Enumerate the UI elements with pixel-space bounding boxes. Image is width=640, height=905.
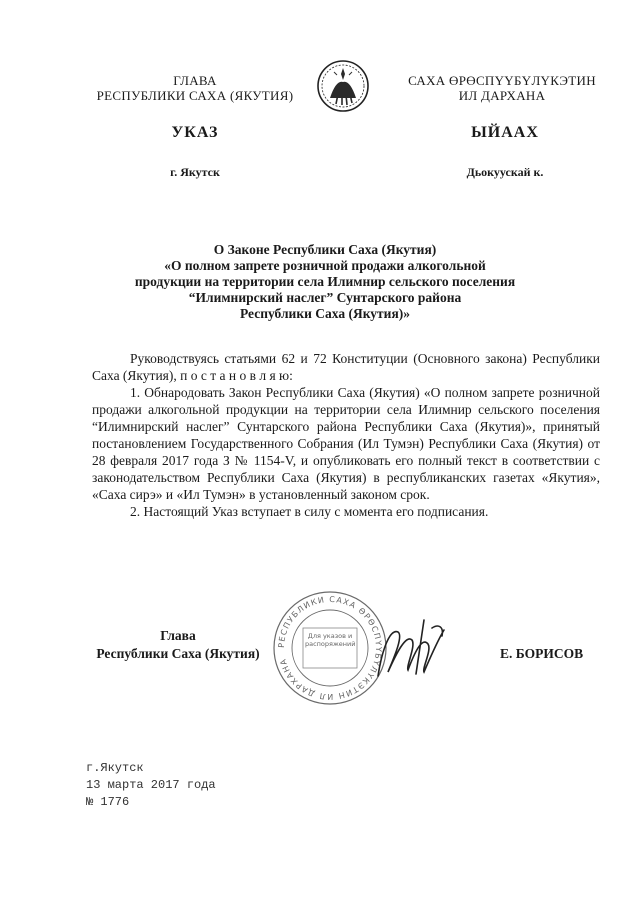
issuer-sakha-line1: САХА ӨРӨСПҮҮБҮЛҮКЭТИН (408, 73, 596, 88)
handwritten-signature (372, 610, 450, 688)
title-line: «О полном запрете розничной продажи алкогольной (164, 258, 486, 273)
title-line: О Законе Республики Саха (Якутия) (213, 242, 437, 257)
stamp-ring-text: РЕСПУБЛИКИ САХА ӨРӨСПҮҮБҮЛҮКЭТИН ИЛ ДАРХАНА (276, 594, 384, 702)
item-1-paragraph: 1. Обнародовать Закон Республики Саха (Якутия) «О полном запрете розничной продажи алкогольной продукции на территории села Илимнир сельского поселения “Илимнирский наслег” Сунтарского района Республики Саха (Якутия)», принятый постановлением Государственного Собрания (Ил Тумэн) Республики Саха (Якутия) от 28 февраля 2017 года З № 1154-V, и опубликовать его полный текст в соответствии с законодательством Республики Саха (Якутия) в республиканских газетах «Якутия», «Саха сирэ» и «Ил Тумэн» в установленный законом срок. (92, 385, 600, 502)
footer-number: № 1776 (86, 795, 130, 809)
issuer-ru-line2: РЕСПУБЛИКИ САХА (ЯКУТИЯ) (96, 88, 294, 103)
title-line: Республики Саха (Якутия)» (239, 306, 410, 321)
doc-type-sakha: ЫЙААХ (471, 124, 539, 141)
issuer-sakha-line2: ИЛ ДАРХАНА (458, 88, 546, 103)
preamble-paragraph: Руководствуясь статьями 62 и 72 Конституции (Основного закона) Республики Саха (Якутия), п о с т а н о в л я ю: (92, 351, 600, 383)
stamp-center-text: Для указов и распоряжений (305, 632, 355, 648)
title-line: “Илимнирский наслег” Сунтарского района (188, 290, 462, 305)
issuer-sakha (392, 73, 612, 103)
issuer-ru (80, 73, 310, 103)
signatory-name: Е. БОРИСОВ (500, 646, 584, 661)
signatory-title (88, 627, 268, 663)
footer-registration (86, 760, 286, 811)
city-ru: г. Якутск (170, 165, 220, 179)
decree-body (92, 350, 600, 520)
issuer-ru-line1: ГЛАВА (173, 73, 217, 88)
coat-of-arms-emblem (316, 58, 370, 114)
doc-type-ru: УКАЗ (171, 124, 219, 141)
item-2-paragraph: 2. Настоящий Указ вступает в силу с момента его подписания. (130, 504, 489, 519)
document-title (90, 242, 560, 322)
signatory-title-line1: Глава (160, 628, 196, 643)
signatory-title-line2: Республики Саха (Якутия) (96, 646, 260, 661)
footer-city: г.Якутск (86, 761, 144, 775)
title-line: продукции на территории села Илимнир сельского поселения (134, 274, 516, 289)
city-sakha: Дьокуускай к. (466, 165, 544, 179)
footer-date: 13 марта 2017 года (86, 778, 216, 792)
